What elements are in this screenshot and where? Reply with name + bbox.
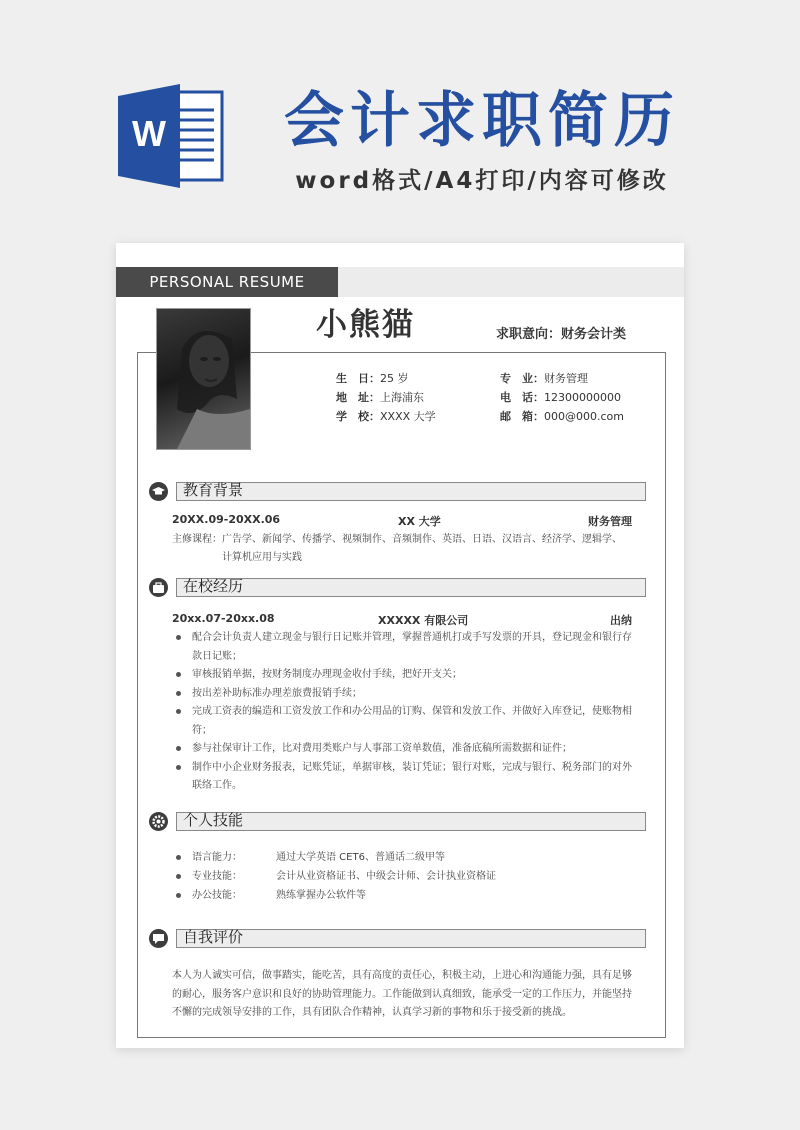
word-logo-icon [118, 84, 226, 188]
info-major: 专 业：财务管理 [500, 372, 588, 385]
education-date: 20XX.09-20XX.06 [172, 513, 281, 526]
info-birthday: 生 日：25 岁 [336, 372, 409, 385]
profile-photo [156, 308, 251, 450]
education-courses-cont: 计算机应用与实践 [222, 552, 302, 563]
info-email: 邮 箱：000@000.com [500, 410, 624, 423]
info-phone: 电 话：12300000000 [500, 391, 621, 404]
list-item: 参与社保审计工作，比对费用类账户与人事部工资单数值，准备底稿所需数据和证件； [176, 740, 638, 759]
info-school: 学 校：XXXX 大学 [336, 410, 436, 423]
section-evaluation-title: 自我评价 [183, 928, 244, 946]
resume-page [116, 243, 684, 1048]
experience-date: 20xx.07-20xx.08 [172, 612, 275, 625]
svg-text:W: W [132, 113, 166, 154]
briefcase-icon [149, 578, 168, 597]
job-intent: 求职意向：财务会计类 [496, 327, 627, 342]
list-item: 按出差补助标准办理差旅费报销手续； [176, 685, 638, 704]
section-experience-title: 在校经历 [183, 577, 244, 595]
list-item: 办公技能： 熟练掌握办公软件等 [176, 886, 576, 905]
experience-company: XXXXX 有限公司 [378, 614, 469, 627]
education-courses: 主修课程：广告学、新闻学、传播学、视频制作、音频制作、英语、日语、汉语言、经济学、逻辑学、 [172, 534, 622, 545]
section-skills-header [149, 812, 646, 831]
gear-icon [149, 812, 168, 831]
section-education-header [149, 482, 646, 501]
education-major: 财务管理 [588, 515, 632, 528]
banner-title: 会计求职简历 [284, 86, 680, 156]
list-item: 语言能力： 通过大学英语 CET6、普通话二级甲等 [176, 848, 576, 867]
section-education-title: 教育背景 [183, 481, 244, 499]
resume-tag: PERSONAL RESUME [116, 267, 338, 297]
list-item: 专业技能： 会计从业资格证书、中级会计师、会计执业资格证 [176, 867, 576, 886]
list-item: 制作中小企业财务报表，记账凭证，单据审核，装订凭证；银行对账，完成与银行、税务部门的对外联络工作。 [176, 759, 638, 796]
experience-list [176, 629, 638, 796]
applicant-name: 小熊猫 [316, 307, 415, 343]
info-address: 地 址：上海浦东 [336, 391, 424, 404]
section-skills-title: 个人技能 [183, 811, 244, 829]
education-school: XX 大学 [398, 515, 441, 528]
list-item: 审核报销单据，按财务制度办理现金收付手续，把好开支关； [176, 666, 638, 685]
tag-strip [338, 267, 684, 297]
experience-role: 出纳 [610, 614, 632, 627]
banner-subtitle: word格式/A4打印/内容可修改 [295, 168, 669, 194]
section-evaluation-header [149, 929, 646, 948]
list-item: 配合会计负责人建立现金与银行日记账并管理，掌握普通机打或手写发票的开具，登记现金和银行存款日记账； [176, 629, 638, 666]
evaluation-text: 本人为人诚实可信，做事踏实，能吃苦，具有高度的责任心，积极主动，上进心和沟通能力强，具有足够的耐心，服务客户意识和良好的协助管理能力。工作能做到认真细致，能承受一定的工作压力，并能坚持不懈的完成领导安排的工作，具有团队合作精神，认真学习新的事物和乐于接受新的挑战。 [172, 970, 632, 1018]
section-experience-header [149, 578, 646, 597]
comment-icon [149, 929, 168, 948]
graduation-cap-icon [149, 482, 168, 501]
skills-list [176, 848, 576, 905]
list-item: 完成工资表的编造和工资发放工作和办公用品的订购、保管和发放工作、并做好入库登记，使账物相符； [176, 703, 638, 740]
